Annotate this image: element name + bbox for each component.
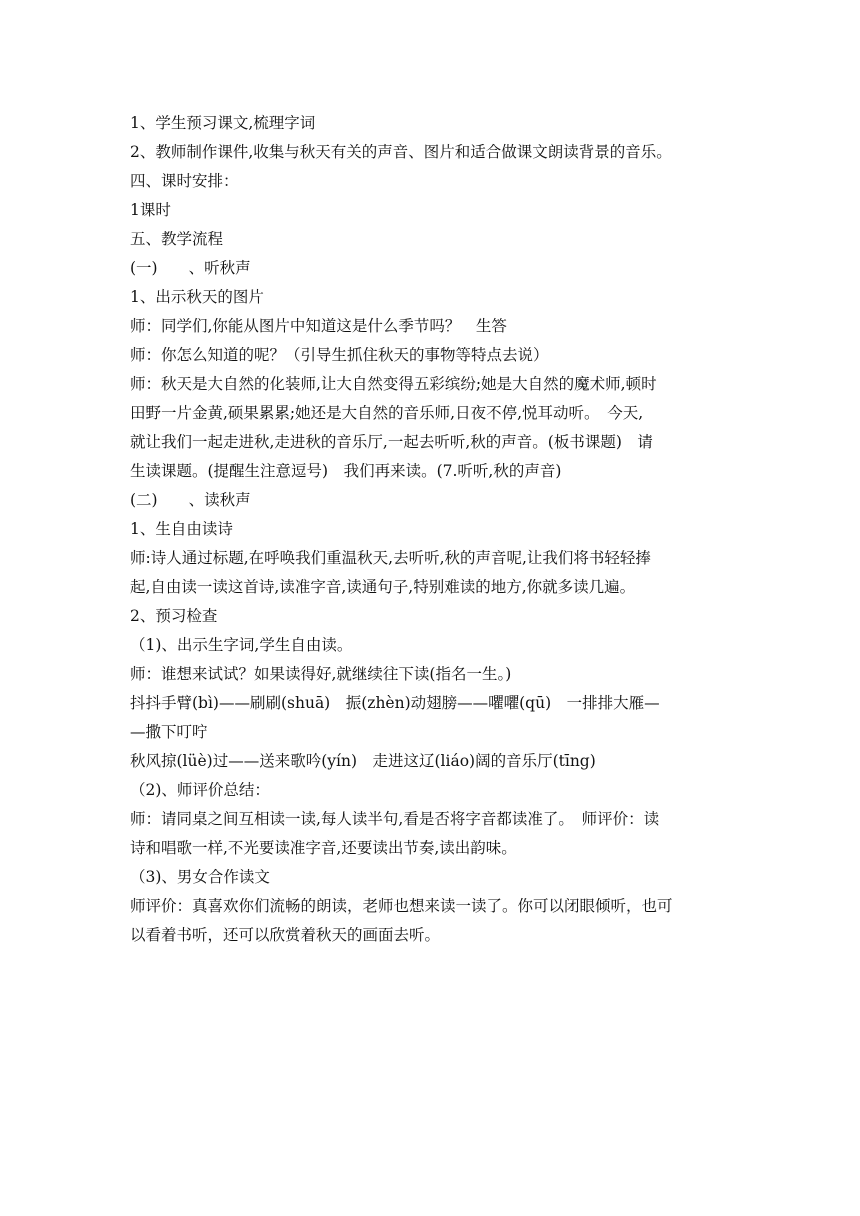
section-heading: 四、课时安排： [130,172,239,190]
text-line: 诗和唱歌一样,不光要读准字音,还要读出节奏,读出韵味。 [130,839,517,857]
text-line: 生读课题。(提醒生注意逗号) 我们再来读。(7.听听,秋的声音) [130,462,562,480]
text-line: —撒下叮咛 [130,723,208,741]
section-heading: 五、教学流程 [130,230,224,248]
text-line: 师:诗人通过标题,在呼唤我们重温秋天,去听听,秋的声音呢,让我们将书轻轻捧 [130,549,651,567]
text-line: 田野一片金黄,硕果累累;她还是大自然的音乐师,日夜不停,悦耳动听。 今天, [130,404,644,422]
text-line: 1、出示秋天的图片 [130,288,264,306]
text-line: 2、教师制作课件,收集与秋天有关的声音、图片和适合做课文朗读背景的音乐。 [130,143,672,161]
text-line: 师：请同桌之间互相读一读,每人读半句,看是否将字音都读准了。 师评价：读 [130,810,660,828]
text-line: 师评价：真喜欢你们流畅的朗读，老师也想来读一读了。你可以闭眼倾听，也可 [130,897,673,915]
text-line: （3)、男女合作读文 [130,868,270,886]
text-line: 抖抖手臂(bì)——刷刷(shuā) 振(zhèn)动翅膀——㘗㘗(qū) 一排排大雁— [130,694,660,712]
text-line: 师：你怎么知道的呢？（引导生抓住秋天的事物等特点去说） [130,346,549,364]
text-line: 师：同学们,你能从图片中知道这是什么季节吗？ 生答 [130,317,507,335]
text-line: 1、学生预习课文,梳理字词 [130,114,316,132]
text-line: 1课时 [130,201,171,219]
text-line: 起,自由读一读这首诗,读准字音,读通句子,特别难读的地方,你就多读几遍。 [130,578,636,596]
text-line: 2、预习检查 [130,607,218,625]
text-line: 秋风掠(lüè)过——送来歌吟(yín) 走进这辽(liáo)阔的音乐厅(tīng) [130,752,596,770]
text-line: 师：谁想来试试？如果读得好,就继续往下读(指名一生。) [130,665,512,683]
subsection-heading: (一) 、听秋声 [130,259,251,277]
text-line: 以看着书听，还可以欣赏着秋天的画面去听。 [130,926,441,944]
text-line: （1)、出示生字词,学生自由读。 [130,636,353,654]
text-line: 师：秋天是大自然的化装师,让大自然变得五彩缤纷;她是大自然的魔术师,顿时 [130,375,657,393]
document-body [130,109,733,950]
subsection-heading: (二) 、读秋声 [130,491,251,509]
text-line: 1、生自由读诗 [130,520,233,538]
text-line: （2)、师评价总结： [130,781,270,799]
text-line: 就让我们一起走进秋,走进秋的音乐厅,一起去听听,秋的声音。(板书课题) 请 [130,433,653,451]
